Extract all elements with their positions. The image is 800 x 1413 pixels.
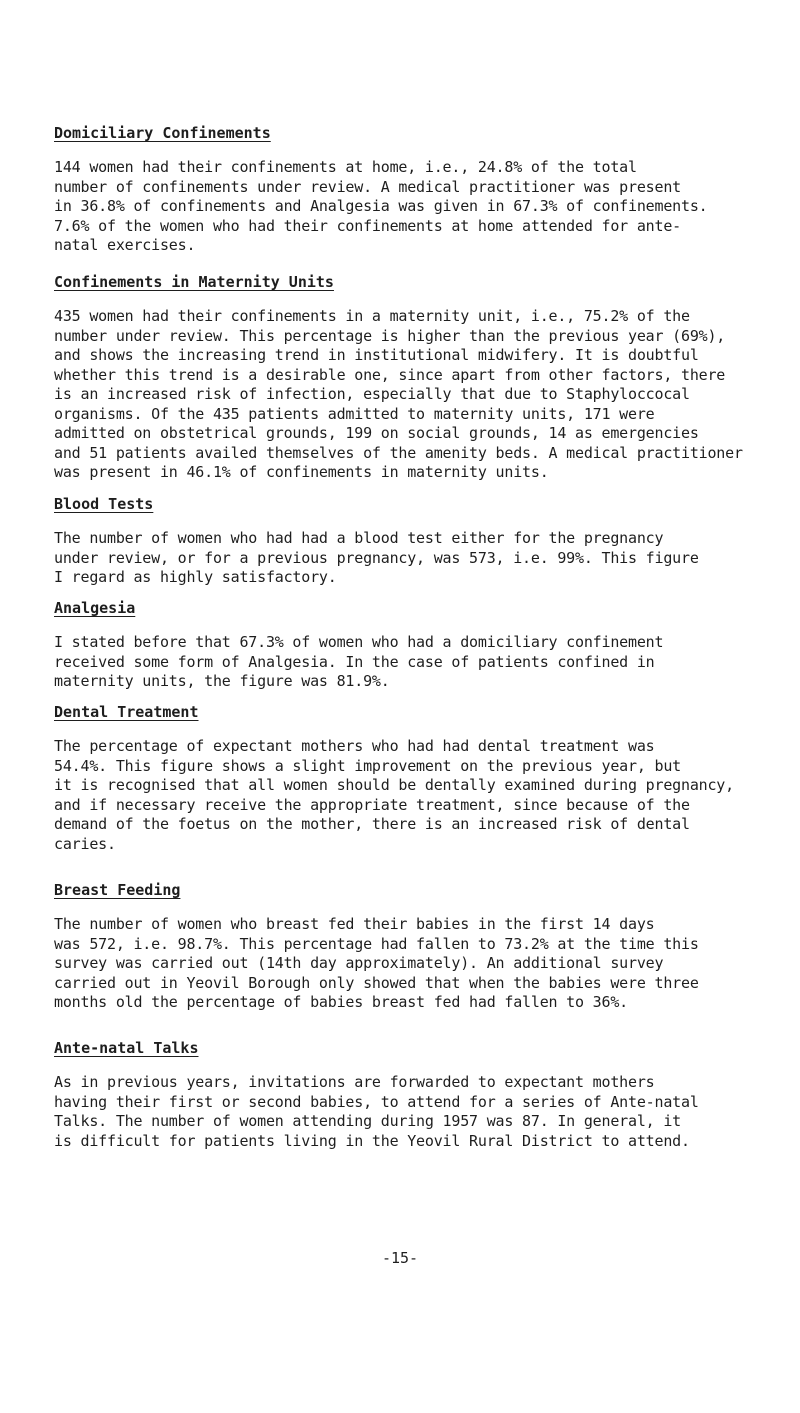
section-analgesia: [54, 598, 796, 692]
section-body: I stated before that 67.3% of women who had a domiciliary confinement received some form of Analgesia. In the case of patients confined in maternity units, the figure was 81.9%.: [54, 633, 664, 690]
section-blood-tests: [54, 494, 796, 588]
section-domiciliary-confinements: [54, 123, 796, 256]
section-body: The number of women who breast fed their babies in the first 14 days was 572, i.e. 98.7%. This percentage had fallen to 73.2% at the time this survey was carried out (14th day approximately). An additional survey carried out in Yeovil Borough only showed that when the babies were three months old the percentage of babies breast fed had fallen to 36%.: [54, 915, 699, 1011]
section-body: 144 women had their confinements at home, i.e., 24.8% of the total number of confinements under review. A medical practitioner was present in 36.8% of confinements and Analgesia was given in 67.3% of confinements. 7.6% of the women who had their confinements at home attended for ante- natal exercises.: [54, 158, 708, 254]
section-heading: Ante-natal Talks: [54, 1039, 199, 1057]
section-heading: Confinements in Maternity Units: [54, 273, 334, 291]
section-heading: Breast Feeding: [54, 881, 181, 899]
section-heading: Blood Tests: [54, 495, 154, 513]
section-body: 435 women had their confinements in a maternity unit, i.e., 75.2% of the number under review. This percentage is higher than the previous year (69%), and shows the increasing trend in institutional midwifery. It is doubtful whether this trend is a desirable one, since apart from other factors, there is an increased risk of infection, especially that due to Staphyloccocal organisms. Of the 435 patients admitted to maternity units, 171 were admitted on obstetrical grounds, 199 on social grounds, 14 as emergencies and 51 patients availed themselves of the amenity beds. A medical practitioner was present in 46.1% of confinements in maternity units.: [54, 307, 743, 481]
section-body: The percentage of expectant mothers who had had dental treatment was 54.4%. This figure shows a slight improvement on the previous year, but it is recognised that all women should be dentally examined during pregnancy, and if necessary receive the appropriate treatment, since because of the demand of the foetus on the mother, there is an increased risk of dental caries.: [54, 737, 734, 853]
section-dental-treatment: [54, 702, 796, 854]
section-maternity-units: [54, 272, 796, 483]
section-body: The number of women who had had a blood test either for the pregnancy under review, or for a previous pregnancy, was 573, i.e. 99%. This figure I regard as highly satisfactory.: [54, 529, 699, 586]
section-heading: Domiciliary Confinements: [54, 124, 271, 142]
section-heading: Analgesia: [54, 599, 136, 617]
page-number: -15-: [381, 1249, 419, 1267]
section-ante-natal-talks: [54, 1038, 796, 1151]
section-heading: Dental Treatment: [54, 703, 199, 721]
section-breast-feeding: [54, 880, 796, 1013]
section-body: As in previous years, invitations are forwarded to expectant mothers having their first or second babies, to attend for a series of Ante-natal Talks. The number of women attending during 1957 was 87. In general, it is difficult for patients living in the Yeovil Rural District to attend.: [54, 1073, 699, 1150]
